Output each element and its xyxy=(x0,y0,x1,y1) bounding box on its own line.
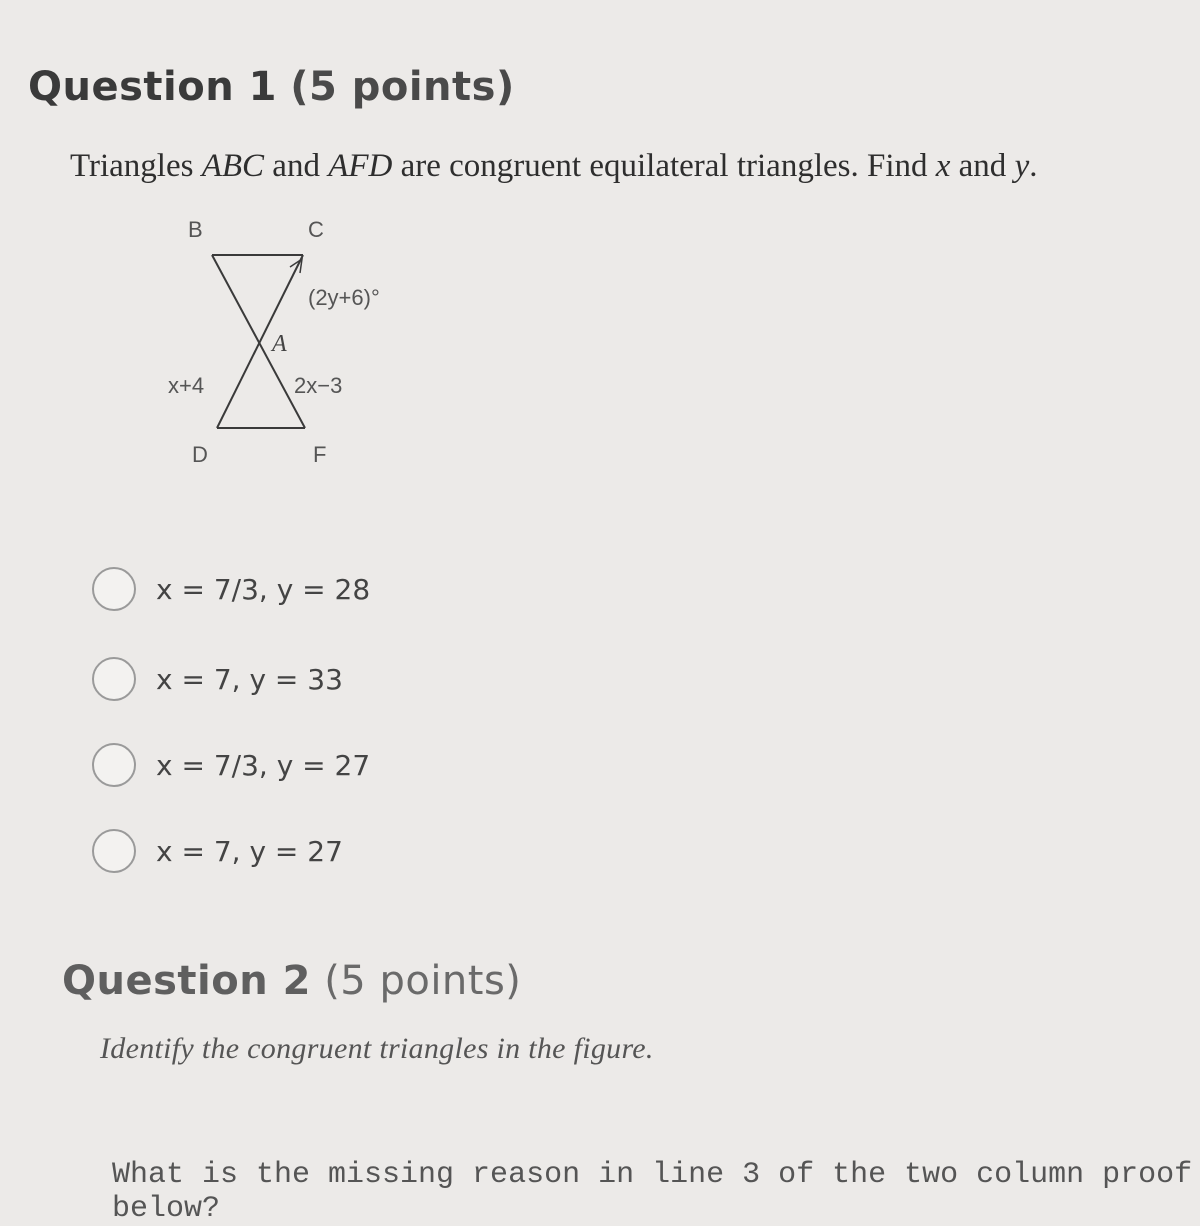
answer-option-label: x = 7, y = 33 xyxy=(156,662,343,696)
radio-button[interactable] xyxy=(92,829,136,873)
answer-option-1[interactable] xyxy=(92,560,612,618)
radio-button[interactable] xyxy=(92,657,136,701)
prompt-text: and xyxy=(264,148,329,184)
vertex-b-label: B xyxy=(188,217,203,242)
prompt-text: . xyxy=(1029,148,1038,184)
triangle-diagram xyxy=(150,205,430,475)
prompt-text: and xyxy=(950,148,1015,184)
vertex-c-label: C xyxy=(308,217,324,242)
answer-option-3[interactable] xyxy=(92,736,612,794)
prompt-var-y: y xyxy=(1014,148,1030,184)
side-af-expression-label: 2x−3 xyxy=(294,373,343,398)
answer-option-label: x = 7/3, y = 27 xyxy=(156,748,371,782)
side-df-expression-label: x+4 xyxy=(168,373,205,398)
question-2-heading xyxy=(62,958,521,1004)
radio-button[interactable] xyxy=(92,743,136,787)
prompt-var-x: x xyxy=(935,148,951,184)
vertex-a-label: A xyxy=(272,331,287,357)
question-1-points: (5 points) xyxy=(290,64,515,110)
question-2-prompt: Identify the congruent triangles in the figure. xyxy=(100,1032,654,1065)
prompt-text: are congruent equilateral triangles. Find xyxy=(392,148,936,184)
question-3-prompt: What is the missing reason in line 3 of the two column proof below? xyxy=(112,1158,1193,1226)
question-1-number: Question 1 xyxy=(28,64,277,110)
answer-option-2[interactable] xyxy=(92,650,612,708)
prompt-triangle-abc: ABC xyxy=(201,148,265,184)
question-2-number: Question 2 xyxy=(62,958,311,1004)
angle-expression-label: (2y+6)° xyxy=(308,285,380,310)
triangle-figure xyxy=(150,205,430,475)
radio-button[interactable] xyxy=(92,567,136,611)
vertex-f-label: F xyxy=(313,442,327,467)
question-1-heading xyxy=(28,64,515,110)
question-1-prompt xyxy=(70,148,1037,185)
answer-option-label: x = 7, y = 27 xyxy=(156,834,343,868)
prompt-text: Triangles xyxy=(70,148,202,184)
answer-option-4[interactable] xyxy=(92,822,612,880)
answer-option-label: x = 7/3, y = 28 xyxy=(156,572,371,606)
prompt-triangle-afd: AFD xyxy=(328,148,393,184)
question-2-points: (5 points) xyxy=(324,958,522,1004)
vertex-d-label: D xyxy=(192,442,208,467)
